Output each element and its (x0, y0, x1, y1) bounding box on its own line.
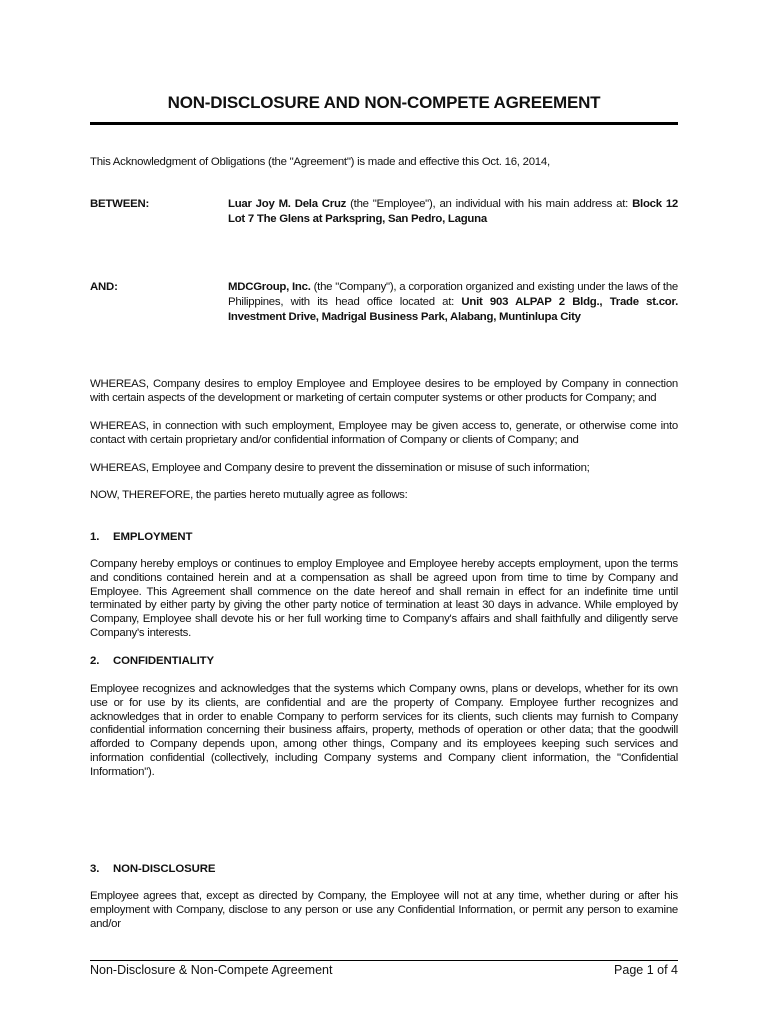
section-body: Employee agrees that, except as directed by Company, the Employee will not at any time, whether during or after his employment with Company, disclose to any person or use any Confidential Information, or permit any person to examine and/or (90, 890, 678, 930)
document-title: NON-DISCLOSURE AND NON-COMPETE AGREEMENT (167, 93, 601, 112)
section-body: Company hereby employs or continues to employ Employee and Employee hereby accepts employment, upon the terms and conditions contained herein and at a compensation as shall be agreed upon from time to time by Company and Employee. This Agreement shall commence on the date hereof and shall remain in effect for an indefinite time until terminated by either party by giving the other party notice of termination at least 30 days in advance. While employed by Company, Employee shall devote his or her full working time to Company's affairs and shall faithfully and diligently serve Company's interests. (90, 558, 678, 639)
section-number: 2. (90, 655, 100, 667)
company-address: Unit 903 ALPAP 2 Bldg., Trade st.cor. Investment Drive, Madrigal Business Park, Alabang, Muntinlupa City (228, 296, 678, 323)
recital-paragraph: NOW, THEREFORE, the parties hereto mutually agree as follows: (90, 489, 408, 501)
between-label: BETWEEN: (90, 198, 150, 210)
company-name: MDCGroup, Inc. (228, 281, 311, 293)
recital-paragraph: WHEREAS, in connection with such employment, Employee may be given access to, generate, or otherwise come into contact with certain proprietary and/or confidential information of Company or clients of Company; and (90, 420, 678, 446)
section-title: EMPLOYMENT (113, 531, 193, 543)
section-number: 3. (90, 863, 100, 875)
and-label: AND: (90, 281, 118, 293)
section-number: 1. (90, 531, 100, 543)
section-heading (90, 863, 215, 875)
section-title: CONFIDENTIALITY (113, 655, 215, 667)
employee-description: (the "Employee"), an individual with his main address at: (346, 198, 633, 210)
title-divider (90, 122, 678, 125)
recital-paragraph: WHEREAS, Employee and Company desire to prevent the dissemination or misuse of such information; (90, 462, 590, 474)
employee-address: Block 12 Lot 7 The Glens at Parkspring, San Pedro, Laguna (228, 198, 679, 225)
between-party (228, 197, 678, 227)
recital-paragraph: WHEREAS, Company desires to employ Employee and Employee desires to be employed by Company in connection with certain aspects of the development or marketing of certain computer systems or other products for Company; and (90, 378, 678, 404)
footer-divider (90, 960, 678, 961)
section-title: NON-DISCLOSURE (113, 863, 216, 875)
footer-document-name: Non-Disclosure & Non-Compete Agreement (90, 963, 333, 977)
section-heading (90, 655, 214, 667)
employee-name: Luar Joy M. Dela Cruz (228, 198, 347, 210)
intro-paragraph: This Acknowledgment of Obligations (the "Agreement") is made and effective this Oct. 16, 2014, (90, 156, 550, 168)
section-heading (90, 531, 192, 543)
section-body: Employee recognizes and acknowledges that the systems which Company owns, plans or develops, whether for its own use or for use by its clients, are confidential and are the property of Company. Employee further recognizes and acknowledges that in order to enable Company to perform services for its clients, such clients may furnish to Company confidential information concerning their business affairs, property, methods of operation or other data; that the goodwill afforded to Company depends upon, among other things, Company and its employees keeping such services and information confidential (collectively, including Company systems and Company client information, the "Confidential Information"). (90, 683, 678, 778)
and-party (228, 280, 678, 325)
footer-page-number: Page 1 of 4 (614, 963, 678, 977)
company-description: (the "Company"), a corporation organized and existing under the laws of the Philippines, with its head office located at: (228, 281, 678, 308)
